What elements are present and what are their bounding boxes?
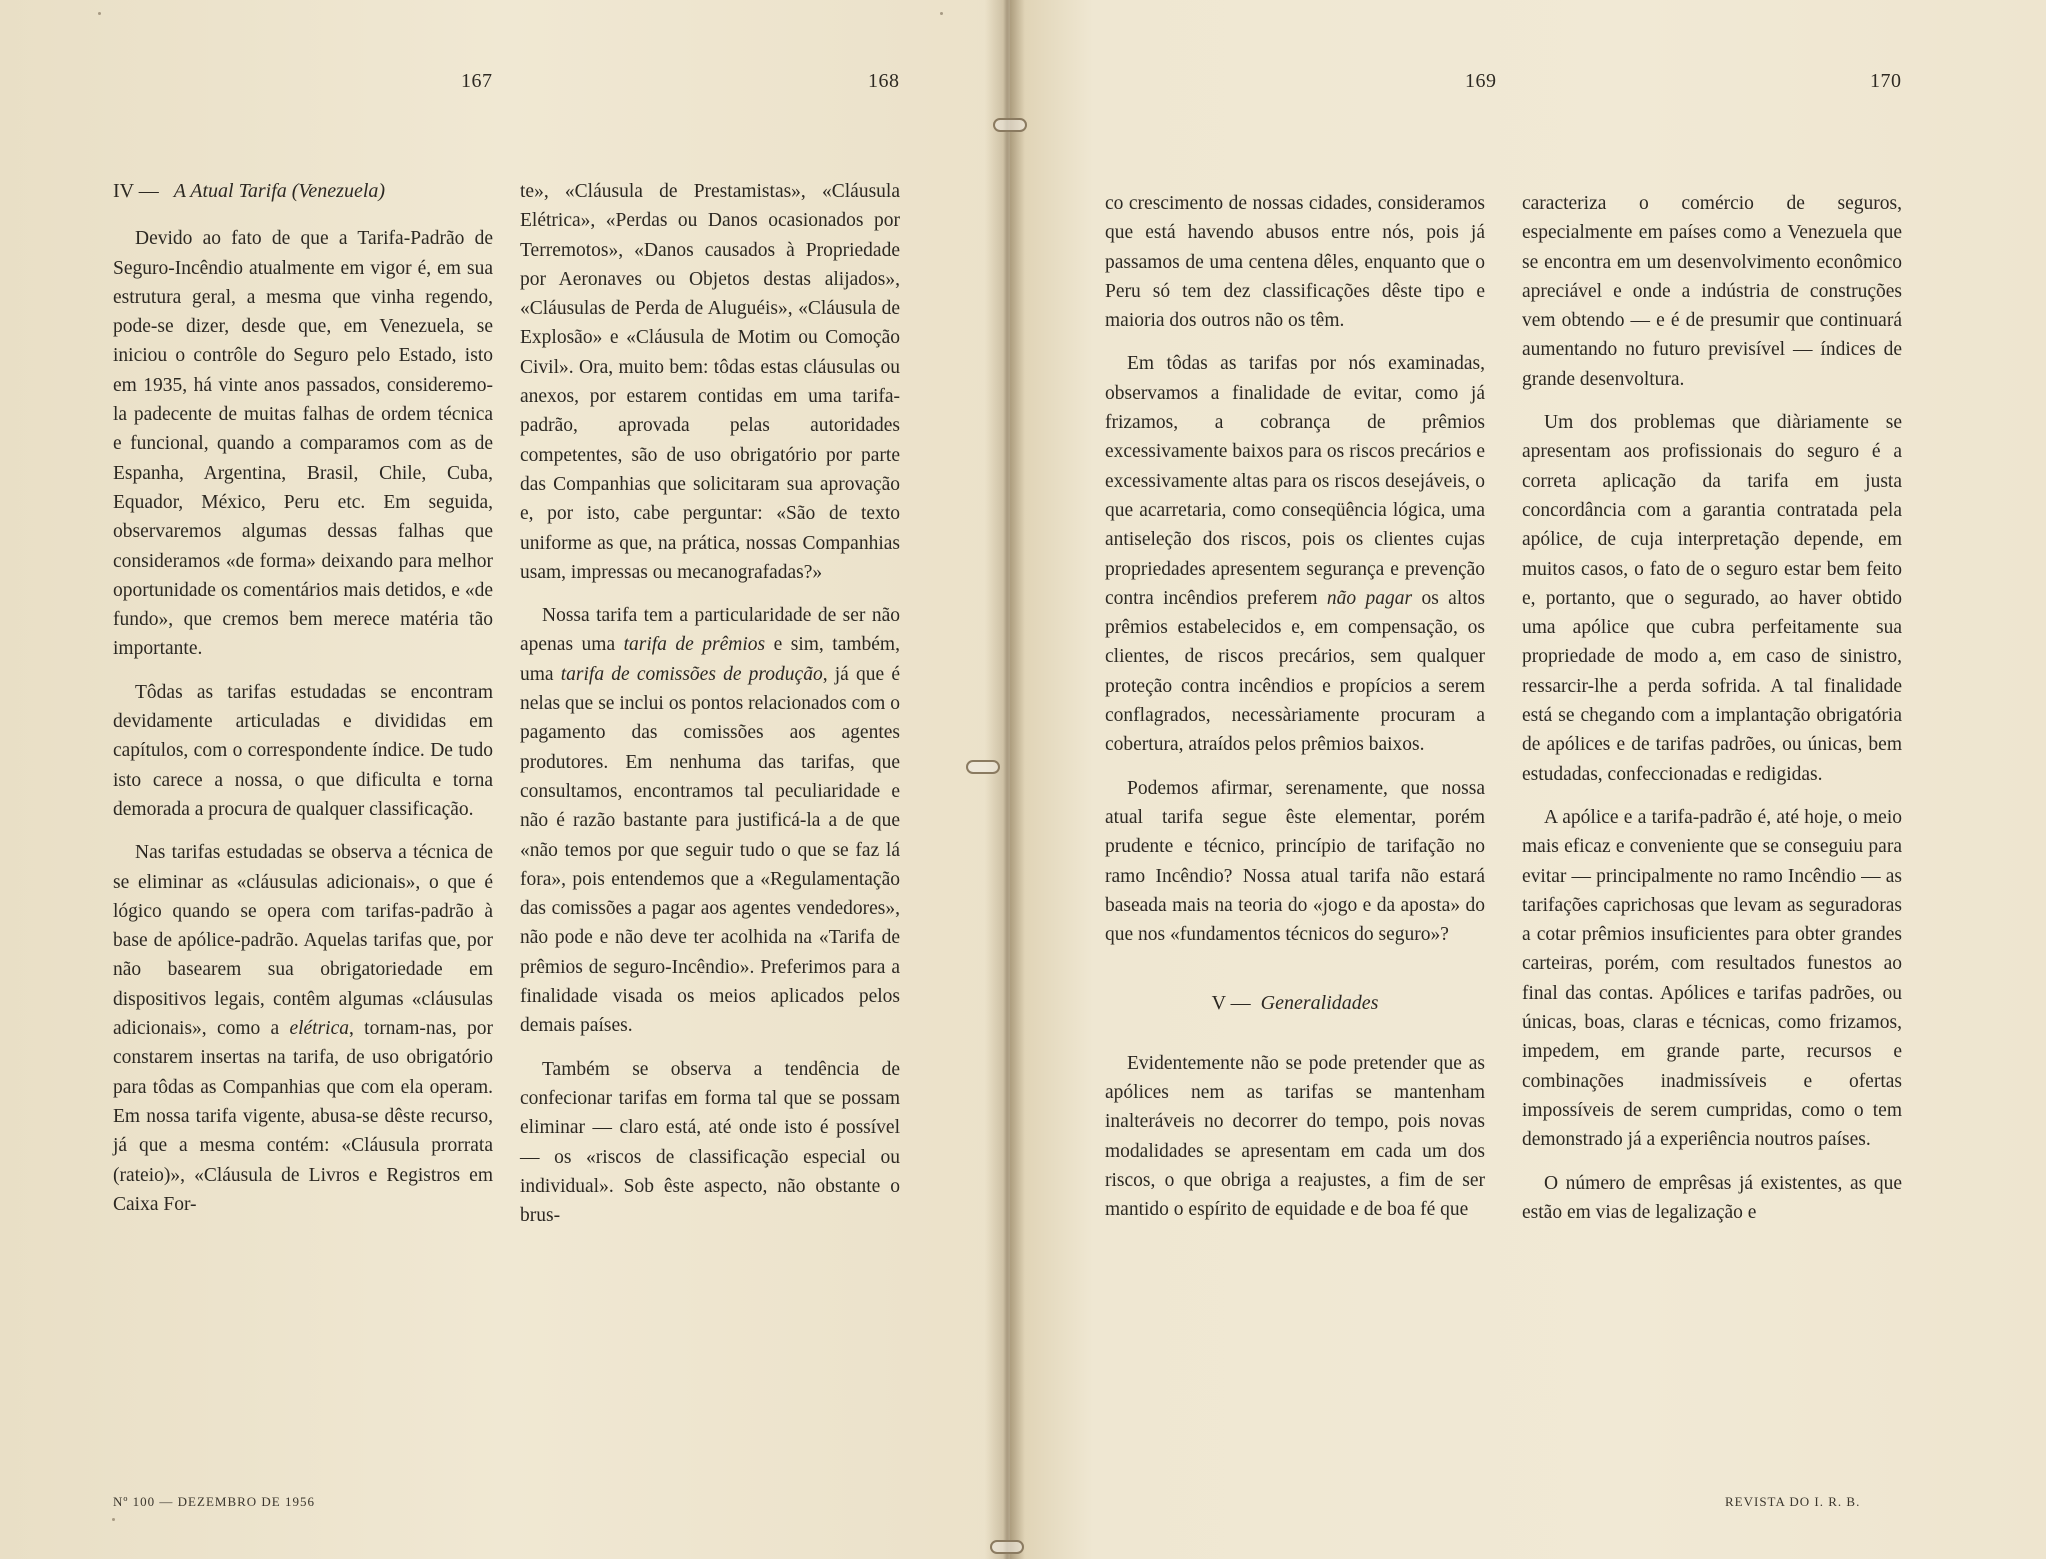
paragraph: Podemos afirmar, serenamente, que nossa atual tarifa segue êste elementar, porém prudente e técnico, princípio de tarifação no ramo Incêndio? Nossa atual tarifa não estará baseada mais na teoria do «jogo e da aposta» do que nos «fundamentos técnicos do seguro»? [1105,777,1485,946]
footer-journal: REVISTA DO I. R. B. [1725,1494,1861,1509]
text-column-1 [113,177,493,1233]
paragraph: Devido ao fato de que a Tarifa-Padrão de Seguro-Incêndio atualmente em vigor é, em sua estrutura geral, a mesma que vinha regendo, pode-se dizer, desde que, em Venezuela, se iniciou o contrôle do Seguro pelo Estado, isto em 1935, há vinte anos passados, consideremo-la padecente de muitas falhas de ordem técnica e funcional, quando a comparamos com as de Espanha, Argentina, Brasil, Chile, Cuba, Equador, México, Peru etc. Em seguida, observaremos algumas dessas falhas que consideramos «de forma» deixando para melhor oportunidade os comentários mais detidos, e «de fundo», que cremos bem merece matéria tão importante. [113,228,493,660]
page-number: 168 [868,70,900,92]
paragraph: Nas tarifas estudadas se observa a técnica de se eliminar as «cláusulas adicionais», o que é lógico quando se opera com tarifas-padrão à base de apólice-padrão. Aquelas tarifas que, por não basearem sua obrigatoriedade em dispositivos legais, contêm algumas «cláusulas adicionais», como a elétrica, tornam-nas, por constarem insertas na tarifa, de uso obrigatório para tôdas as Companhias que com ela operam. Em nossa tarifa vigente, abusa-se dêste recurso, já que a mesma contém: «Cláusula prorrata (rateio)», «Cláusula de Livros e Registros em Caixa For- [113,842,493,1215]
paragraph: A apólice e a tarifa-padrão é, até hoje, o meio mais eficaz e conveniente que se conseguiu para evitar — principalmente no ramo Incêndio — as tarifações caprichosas que levam as seguradoras a cotar prêmios insuficientes para obter grandes carteiras, porém, com resultados funestos ao final das contas. Apólices e tarifas padrões, ou únicas, boas, claras e técnicas, como frizamos, impedem, em grande parte, recursos e combinações inadmissíveis e ofertas impossíveis de serem cumpridas, como o tem demonstrado já a experiência noutros países. [1522,806,1902,1151]
paragraph: caracteriza o comércio de seguros, especialmente em países como a Venezuela que se encontra em um desenvolvimento econômico apreciável e onde a indústria de construções vem obtendo — e é de presumir que continuará aumentando no futuro previsível — índices de grande desenvoltura. [1522,193,1902,390]
paper-speck [98,12,101,15]
paper-speck [940,12,943,15]
footer-issue: Nº 100 — DEZEMBRO DE 1956 [113,1494,315,1509]
binding-stitch [990,1540,1024,1554]
paragraph: Nossa tarifa tem a particularidade de ser não apenas uma tarifa de prêmios e sim, também, uma tarifa de comissões de produção, já que é nelas que se inclui os pontos relacionados com o pagamento das comissões aos agentes produtores. Em nenhuma das tarifas, que consultamos, encontramos tal peculiaridade e não é razão bastante para justificá-la a de que «não temos por que seguir tudo o que se faz lá fora», pois entendemos que a «Regulamentação das comissões a pagar aos agentes vendedores», não pode e não deve ter acolhida na «Tarifa de prêmios de seguro-Incêndio». Preferimos para a finalidade visada os meios aplicados pelos demais países. [520,605,900,1037]
text-column-2 [520,177,900,1244]
section-country: (Venezuela) [291,180,386,202]
paragraph: te», «Cláusula de Prestamistas», «Cláusula Elétrica», «Perdas ou Danos ocasionados por Terremotos», «Danos causados à Propriedade por Aeronaves ou Objetos destas alijados», «Cláusulas de Perda de Aluguéis», «Cláusula de Explosão» e «Cláusula de Motim ou Comoção Civil». Ora, muito bem: tôdas estas cláusulas ou anexos, por estarem contidas em uma tarifa-padrão, aprovada pelas autoridades competentes, são de uso obrigatório por parte das Companhias que solicitaram sua aprovação e, por isto, cabe perguntar: «São de texto uniforme as que, na prática, nossas Companhias usam, impressas ou mecanografadas?» [520,181,900,583]
section-title: A Atual Tarifa [173,180,287,202]
paragraph: Tôdas as tarifas estudadas se encontram devidamente articuladas e divididas em capítulos, com o correspondente índice. De tudo isto carece a nossa, o que dificulta e torna demorada a procura de qualquer classificação. [113,681,493,820]
page-number: 170 [1870,70,1902,92]
paragraph: O número de emprêsas já existentes, as que estão em vias de legalização e [1522,1172,1902,1223]
book-gutter [985,0,1025,1559]
paper-speck [112,1518,115,1521]
section-heading [113,177,493,206]
page-number: 167 [461,70,493,92]
text-column-4 [1522,189,1902,1241]
paragraph: co crescimento de nossas cidades, consideramos que está havendo abusos entre nós, pois já passamos de uma centena dêles, enquanto que o Peru só tem dez classificações dêste tipo e maioria dos outros não os têm. [1105,193,1485,332]
paragraph: Um dos problemas que diàriamente se apresentam aos profissionais do seguro é a correta aplicação da tarifa em justa concordância com a garantia contratada pela apólice, de cuja interpretação depende, em muitos casos, o fato de o seguro estar bem feito e, portanto, que o segurado, ao haver obtido uma apólice que cubra perfeitamente sua propriedade de modo a, em caso de sinistro, ressarcir-lhe a perda sofrida. A tal finalidade está se chegando com a implantação obrigatória de apólices e de tarifas padrões, ou únicas, bem estudadas, confeccionadas e redigidas. [1522,412,1902,785]
section-number: V — [1211,992,1251,1015]
paragraph: Também se observa a tendência de confecionar tarifas em forma tal que se possam eliminar — claro está, até onde isto é possível — os «riscos de classificação especial ou individual». Sob êste aspecto, não obstante o brus- [520,1058,900,1227]
text-column-3 [1105,189,1485,1239]
paragraph: Evidentemente não se pode pretender que as apólices nem as tarifas se mantenham inalteráveis no decorrer do tempo, pois novas modalidades se apresentam em cada um dos riscos, o que obriga a reajustes, a fim de ser mantido o espírito de equidade e de boa fé que [1105,1052,1485,1221]
paragraph: Em tôdas as tarifas por nós examinadas, observamos a finalidade de evitar, como já frizamos, a cobrança de prêmios excessivamente baixos para os riscos precários e excessivamente altas para os riscos desejáveis, o que acarretaria, como conseqüência lógica, uma antiseleção dos riscos, pois os clientes cujas propriedades apresentem segurança e prevenção contra incêndios preferem não pagar os altos prêmios estabelecidos e, em compensação, os clientes, de riscos precários, sem qualquer proteção contra incêndios e propícios a serem conflagrados, necessàriamente procuram a cobertura, atraídos pelos prêmios baixos. [1105,353,1485,756]
page-number: 169 [1465,70,1497,92]
section-title: Generalidades [1260,992,1379,1015]
section-heading [1105,989,1485,1018]
binding-stitch [966,760,1000,774]
section-number: IV — [113,180,159,202]
binding-stitch [993,118,1027,132]
